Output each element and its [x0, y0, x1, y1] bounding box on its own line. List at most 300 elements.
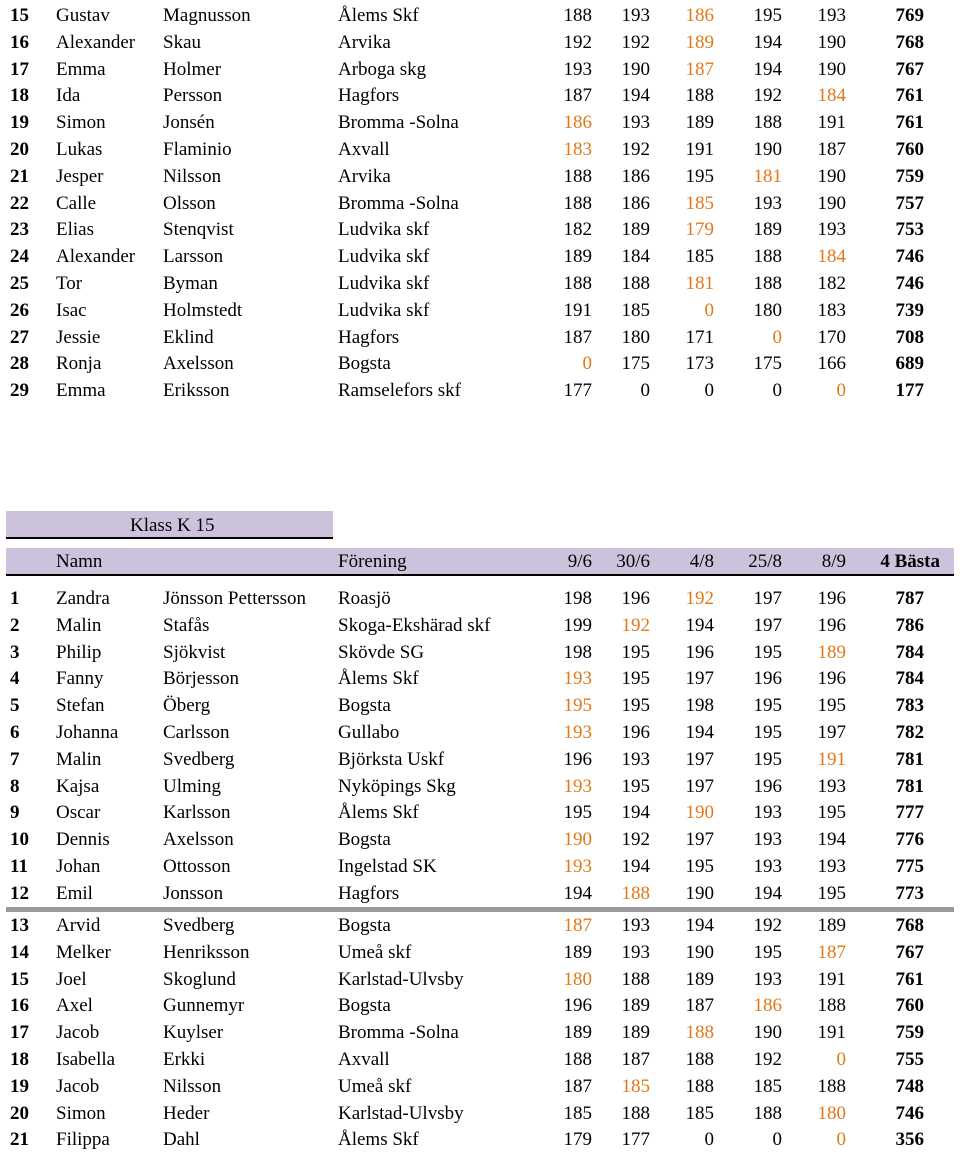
score-cell: 188 [621, 1102, 650, 1124]
dropped-score-cell: 180 [563, 968, 592, 990]
first-name-cell: Zandra [56, 588, 110, 609]
score-cell: 195 [753, 695, 782, 717]
total-cell: 767 [895, 941, 924, 963]
score-cell: 185 [621, 299, 650, 321]
score-cell: 197 [753, 614, 782, 636]
score-cell: 192 [563, 31, 592, 53]
club-cell: Arvika [338, 31, 391, 53]
total-cell: 356 [895, 1129, 924, 1151]
score-cell: 197 [685, 748, 714, 770]
total-cell: 708 [895, 326, 924, 348]
last-name-cell: Gunnemyr [163, 995, 245, 1017]
last-name-cell: Nilsson [163, 1075, 222, 1097]
score-cell: 188 [753, 112, 782, 134]
score-cell: 193 [621, 915, 650, 936]
table-row [0, 29, 960, 56]
rank-cell: 18 [10, 85, 29, 107]
dropped-score-cell: 191 [817, 748, 846, 770]
first-name-cell: Simon [56, 1102, 106, 1124]
club-cell: Karlstad-Ulvsby [338, 968, 464, 990]
score-cell: 195 [753, 5, 782, 26]
club-cell: Bogsta [338, 995, 391, 1017]
score-cell: 193 [621, 112, 650, 134]
dropped-score-cell: 180 [817, 1102, 846, 1124]
club-cell: Axvall [338, 139, 390, 160]
total-cell: 784 [895, 668, 924, 690]
club-cell: Bogsta [338, 353, 391, 375]
first-name-cell: Isac [56, 299, 87, 321]
score-cell: 183 [817, 299, 846, 321]
score-cell: 193 [753, 192, 782, 214]
last-name-cell: Jonsson [163, 882, 224, 904]
last-name-cell: Olsson [163, 192, 216, 214]
score-cell: 198 [685, 695, 714, 717]
club-cell: Bromma -Solna [338, 112, 459, 134]
last-name-cell: Stenqvist [163, 219, 234, 241]
score-cell: 182 [563, 219, 592, 241]
table-row [0, 639, 960, 666]
header-date-2: 30/6 [616, 551, 650, 572]
first-name-cell: Ida [56, 85, 81, 107]
score-cell: 193 [817, 775, 846, 797]
last-name-cell: Flaminio [163, 139, 232, 160]
score-cell: 196 [817, 614, 846, 636]
dropped-score-cell: 193 [563, 722, 592, 743]
first-name-cell: Simon [56, 112, 106, 134]
last-name-cell: Erkki [163, 1049, 206, 1070]
score-cell: 190 [817, 31, 846, 53]
rank-cell: 2 [10, 614, 20, 636]
last-name-cell: Persson [163, 85, 223, 107]
score-cell: 189 [563, 246, 592, 268]
last-name-cell: Larsson [163, 246, 224, 268]
club-cell: Axvall [338, 1049, 390, 1070]
first-name-cell: Fanny [56, 668, 104, 690]
score-cell: 185 [685, 246, 714, 268]
total-cell: 761 [895, 85, 924, 107]
total-cell: 761 [895, 112, 924, 134]
header-club: Förening [338, 551, 407, 572]
rank-cell: 28 [10, 353, 29, 375]
score-cell: 190 [621, 58, 650, 80]
score-cell: 180 [621, 326, 650, 348]
rank-cell: 5 [10, 695, 20, 717]
dropped-score-cell: 195 [563, 695, 592, 717]
score-cell: 194 [753, 58, 782, 80]
dropped-score-cell: 0 [836, 380, 846, 402]
total-cell: 768 [895, 915, 924, 936]
rank-cell: 23 [10, 219, 29, 241]
table-row [0, 1126, 960, 1153]
score-cell: 197 [753, 588, 782, 609]
score-cell: 175 [753, 353, 782, 375]
club-cell: Ingelstad SK [338, 856, 437, 877]
first-name-cell: Filippa [56, 1129, 110, 1151]
score-cell: 197 [685, 668, 714, 690]
score-cell: 195 [753, 941, 782, 963]
score-cell: 195 [621, 695, 650, 717]
total-cell: 748 [895, 1075, 924, 1097]
dropped-score-cell: 0 [836, 1049, 846, 1070]
table-row [0, 1019, 960, 1046]
score-cell: 189 [621, 219, 650, 241]
score-cell: 188 [563, 165, 592, 187]
table-row [0, 190, 960, 217]
score-cell: 0 [704, 1129, 714, 1151]
table-row [0, 853, 960, 880]
dropped-score-cell: 189 [817, 641, 846, 663]
score-cell: 193 [817, 5, 846, 26]
table-row [0, 1100, 960, 1127]
score-cell: 171 [685, 326, 714, 348]
score-cell: 195 [621, 775, 650, 797]
first-name-cell: Jacob [56, 1022, 100, 1044]
score-cell: 188 [563, 1049, 592, 1070]
rank-cell: 4 [10, 668, 20, 690]
score-cell: 0 [772, 1129, 782, 1151]
table-row [0, 612, 960, 639]
score-cell: 188 [563, 192, 592, 214]
dropped-score-cell: 187 [563, 915, 592, 936]
score-cell: 195 [621, 641, 650, 663]
table-row [0, 585, 960, 612]
score-cell: 190 [753, 139, 782, 160]
last-name-cell: Nilsson [163, 165, 222, 187]
club-cell: Karlstad-Ulvsby [338, 1102, 464, 1124]
table-row [0, 2, 960, 29]
first-name-cell: Jesper [56, 165, 104, 187]
last-name-cell: Eklind [163, 326, 214, 348]
score-cell: 192 [621, 31, 650, 53]
dropped-score-cell: 193 [563, 775, 592, 797]
last-name-cell: Stafås [163, 614, 210, 636]
dropped-score-cell: 193 [563, 668, 592, 690]
club-cell: Ludvika skf [338, 219, 430, 241]
rank-cell: 12 [10, 882, 29, 904]
score-cell: 188 [753, 273, 782, 294]
table-row [0, 665, 960, 692]
score-cell: 189 [753, 219, 782, 241]
last-name-cell: Skoglund [163, 968, 236, 990]
club-cell: Umeå skf [338, 1075, 412, 1097]
total-cell: 769 [895, 5, 924, 26]
total-cell: 760 [895, 995, 924, 1017]
first-name-cell: Calle [56, 192, 97, 214]
total-cell: 746 [895, 1102, 924, 1124]
last-name-cell: Heder [163, 1102, 210, 1124]
total-cell: 777 [895, 802, 924, 824]
first-name-cell: Gustav [56, 5, 110, 26]
dropped-score-cell: 190 [563, 829, 592, 851]
score-cell: 195 [685, 856, 714, 877]
dropped-score-cell: 193 [563, 856, 592, 877]
dropped-score-cell: 187 [685, 58, 714, 80]
rank-cell: 3 [10, 641, 20, 663]
score-cell: 193 [753, 968, 782, 990]
first-name-cell: Johanna [56, 722, 119, 743]
score-cell: 194 [685, 722, 714, 743]
total-cell: 753 [895, 219, 924, 241]
first-name-cell: Isabella [56, 1049, 116, 1070]
total-cell: 773 [895, 882, 924, 904]
club-cell: Bogsta [338, 915, 391, 936]
score-cell: 187 [621, 1049, 650, 1070]
dropped-score-cell: 186 [563, 112, 592, 134]
club-cell: Ålems Skf [338, 1129, 419, 1151]
score-cell: 185 [685, 1102, 714, 1124]
first-name-cell: Stefan [56, 695, 105, 717]
total-cell: 783 [895, 695, 924, 717]
score-cell: 190 [817, 58, 846, 80]
dropped-score-cell: 192 [621, 614, 650, 636]
dropped-score-cell: 0 [836, 1129, 846, 1151]
score-cell: 188 [563, 273, 592, 294]
score-cell: 194 [685, 614, 714, 636]
total-cell: 760 [895, 139, 924, 160]
score-cell: 188 [563, 5, 592, 26]
score-cell: 197 [817, 722, 846, 743]
score-cell: 192 [621, 139, 650, 160]
club-cell: Nyköpings Skg [338, 775, 456, 797]
rank-cell: 9 [10, 802, 20, 824]
dropped-score-cell: 181 [685, 273, 714, 294]
score-cell: 188 [817, 995, 846, 1017]
rank-cell: 18 [10, 1049, 29, 1070]
club-cell: Ålems Skf [338, 802, 419, 824]
table-row [0, 826, 960, 853]
total-cell: 781 [895, 748, 924, 770]
total-cell: 177 [895, 380, 924, 402]
table-row [0, 297, 960, 324]
dropped-score-cell: 184 [817, 246, 846, 268]
score-cell: 182 [817, 273, 846, 294]
score-cell: 189 [685, 968, 714, 990]
score-cell: 194 [621, 85, 650, 107]
rank-cell: 16 [10, 995, 29, 1017]
score-cell: 185 [563, 1102, 592, 1124]
table-row [0, 216, 960, 243]
rank-cell: 17 [10, 1022, 29, 1044]
last-name-cell: Ulming [163, 775, 222, 797]
score-cell: 196 [753, 668, 782, 690]
last-name-cell: Carlsson [163, 722, 230, 743]
table-row [0, 992, 960, 1019]
dropped-score-cell: 0 [772, 326, 782, 348]
score-cell: 195 [753, 748, 782, 770]
club-cell: Ludvika skf [338, 299, 430, 321]
last-name-cell: Holmstedt [163, 299, 243, 321]
table-row [0, 939, 960, 966]
table-row [0, 1073, 960, 1100]
rank-cell: 14 [10, 941, 29, 963]
dropped-score-cell: 0 [704, 299, 714, 321]
table-row [0, 880, 960, 907]
table-row [0, 82, 960, 109]
score-cell: 186 [621, 165, 650, 187]
score-cell: 191 [817, 968, 846, 990]
score-cell: 190 [753, 1022, 782, 1044]
score-cell: 0 [704, 380, 714, 402]
first-name-cell: Arvid [56, 915, 101, 936]
last-name-cell: Öberg [163, 695, 211, 717]
score-cell: 194 [817, 829, 846, 851]
score-cell: 198 [563, 641, 592, 663]
last-name-cell: Dahl [163, 1129, 200, 1151]
score-cell: 180 [753, 299, 782, 321]
score-cell: 187 [817, 139, 846, 160]
table-row [0, 692, 960, 719]
score-cell: 193 [753, 802, 782, 824]
first-name-cell: Axel [56, 995, 93, 1017]
score-cell: 187 [563, 326, 592, 348]
score-cell: 190 [817, 165, 846, 187]
score-cell: 191 [685, 139, 714, 160]
score-cell: 195 [685, 165, 714, 187]
club-cell: Ålems Skf [338, 668, 419, 690]
rank-cell: 10 [10, 829, 29, 851]
score-cell: 188 [685, 1075, 714, 1097]
first-name-cell: Jessie [56, 326, 101, 348]
score-cell: 187 [563, 85, 592, 107]
dropped-score-cell: 185 [685, 192, 714, 214]
rank-cell: 29 [10, 380, 29, 402]
total-cell: 784 [895, 641, 924, 663]
dropped-score-cell: 189 [685, 31, 714, 53]
table-row [0, 773, 960, 800]
score-cell: 187 [685, 995, 714, 1017]
rank-cell: 21 [10, 1129, 29, 1151]
club-cell: Hagfors [338, 85, 400, 107]
header-date-4: 25/8 [748, 551, 782, 572]
score-cell: 195 [753, 641, 782, 663]
score-cell: 194 [753, 882, 782, 904]
first-name-cell: Elias [56, 219, 94, 241]
table-row [0, 163, 960, 190]
score-cell: 188 [685, 85, 714, 107]
score-cell: 197 [685, 829, 714, 851]
rank-cell: 15 [10, 968, 29, 990]
last-name-cell: Jonsén [163, 112, 215, 134]
total-cell: 746 [895, 273, 924, 294]
first-name-cell: Tor [56, 273, 83, 294]
score-cell: 193 [817, 856, 846, 877]
first-name-cell: Jacob [56, 1075, 100, 1097]
rank-cell: 11 [10, 856, 28, 877]
score-cell: 188 [621, 968, 650, 990]
table-row [0, 270, 960, 297]
dropped-score-cell: 186 [753, 995, 782, 1017]
rank-cell: 15 [10, 5, 29, 26]
class-title-underline [6, 537, 333, 539]
table-row [0, 966, 960, 993]
score-cell: 195 [621, 668, 650, 690]
dropped-score-cell: 186 [685, 5, 714, 26]
first-name-cell: Philip [56, 641, 102, 663]
score-cell: 192 [753, 915, 782, 936]
first-name-cell: Malin [56, 748, 102, 770]
score-cell: 189 [563, 941, 592, 963]
total-cell: 786 [895, 614, 924, 636]
club-cell: Skoga-Ekshärad skf [338, 614, 491, 636]
last-name-cell: Sjökvist [163, 641, 226, 663]
score-cell: 194 [563, 882, 592, 904]
club-cell: Bogsta [338, 829, 391, 851]
score-cell: 189 [817, 915, 846, 936]
table-row [0, 243, 960, 270]
score-cell: 193 [753, 829, 782, 851]
first-name-cell: Ronja [56, 353, 102, 375]
score-cell: 188 [685, 1049, 714, 1070]
score-cell: 196 [621, 722, 650, 743]
first-name-cell: Lukas [56, 139, 103, 160]
total-cell: 775 [895, 856, 924, 877]
club-cell: Skövde SG [338, 641, 425, 663]
club-cell: Ludvika skf [338, 273, 430, 294]
score-cell: 196 [817, 668, 846, 690]
header-date-1: 9/6 [567, 551, 592, 572]
last-name-cell: Axelsson [163, 353, 234, 375]
rank-cell: 25 [10, 273, 29, 294]
last-name-cell: Jönsson Pettersson [163, 588, 307, 609]
score-cell: 189 [621, 1022, 650, 1044]
score-cell: 195 [817, 882, 846, 904]
rank-cell: 20 [10, 1102, 29, 1124]
header-best-four: 4 Bästa [880, 551, 940, 572]
rank-cell: 27 [10, 326, 29, 348]
first-name-cell: Oscar [56, 802, 101, 824]
dropped-score-cell: 184 [817, 85, 846, 107]
first-name-cell: Joel [56, 968, 87, 990]
table-row [0, 799, 960, 826]
last-name-cell: Eriksson [163, 380, 230, 402]
score-cell: 193 [563, 58, 592, 80]
rank-cell: 17 [10, 58, 29, 80]
total-cell: 787 [895, 588, 924, 609]
total-cell: 759 [895, 1022, 924, 1044]
score-cell: 196 [817, 588, 846, 609]
club-cell: Bogsta [338, 695, 391, 717]
total-cell: 757 [895, 192, 924, 214]
rank-cell: 6 [10, 722, 20, 743]
rank-cell: 13 [10, 915, 29, 936]
score-cell: 195 [753, 722, 782, 743]
total-cell: 768 [895, 31, 924, 53]
last-name-cell: Byman [163, 273, 218, 294]
score-cell: 188 [621, 273, 650, 294]
class-title: Klass K 15 [130, 515, 215, 536]
last-name-cell: Axelsson [163, 829, 234, 851]
score-cell: 195 [817, 695, 846, 717]
score-cell: 193 [753, 856, 782, 877]
rank-cell: 7 [10, 748, 20, 770]
dropped-score-cell: 192 [685, 588, 714, 609]
club-cell: Roasjö [338, 588, 391, 609]
table-row [0, 136, 960, 163]
total-cell: 767 [895, 58, 924, 80]
score-cell: 185 [753, 1075, 782, 1097]
score-cell: 199 [563, 614, 592, 636]
score-cell: 190 [685, 882, 714, 904]
score-cell: 192 [753, 1049, 782, 1070]
table-row [0, 377, 960, 404]
club-cell: Bromma -Solna [338, 1022, 459, 1044]
score-cell: 188 [753, 1102, 782, 1124]
first-name-cell: Dennis [56, 829, 110, 851]
score-cell: 189 [685, 112, 714, 134]
score-cell: 0 [640, 380, 650, 402]
score-cell: 190 [817, 192, 846, 214]
dropped-score-cell: 0 [582, 353, 592, 375]
